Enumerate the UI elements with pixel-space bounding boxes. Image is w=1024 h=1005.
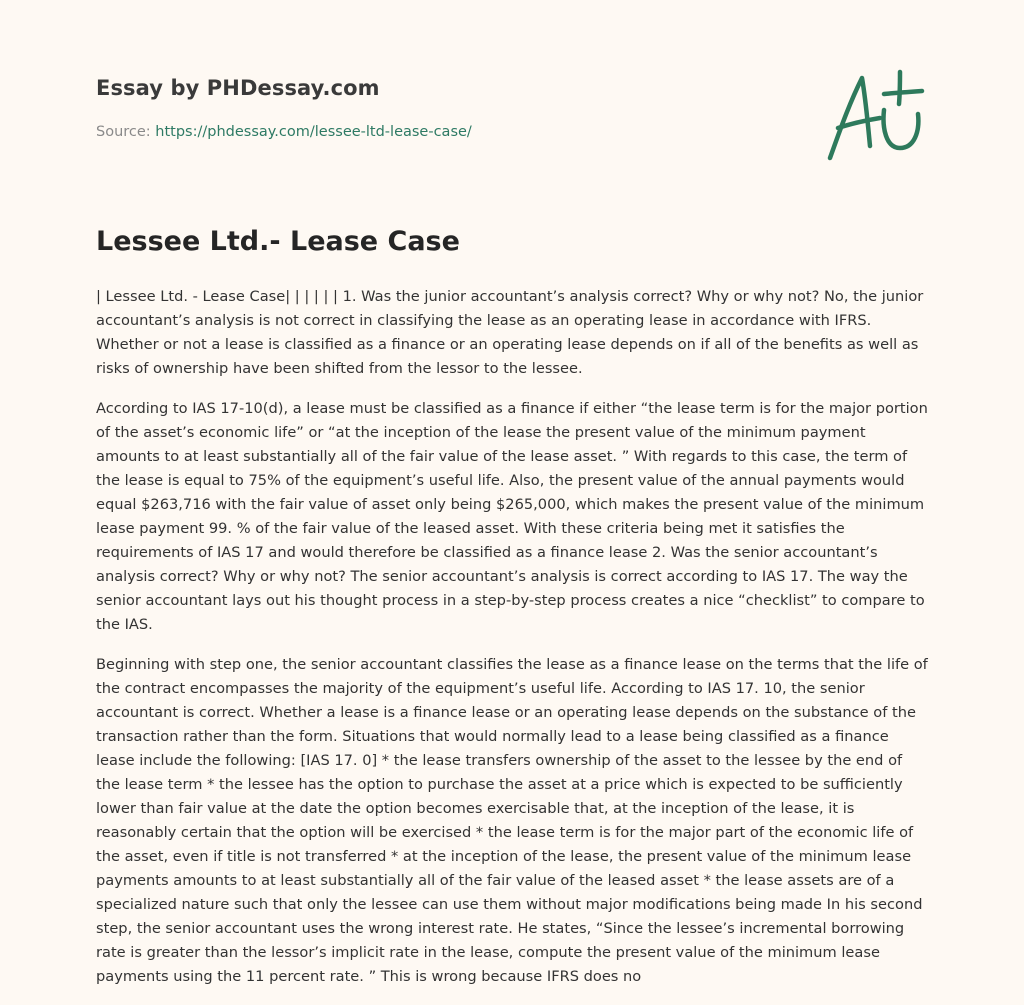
source-line xyxy=(96,124,472,140)
site-header xyxy=(96,76,696,100)
article-title: Lessee Ltd.- Lease Case xyxy=(96,226,460,257)
article-paragraph: | Lessee Ltd. - Lease Case| | | | | | 1. Was the junior accountant’s analysis correct? Why or why not? No, the junior accountant’s analysis is not correct in classifying the lease as an operating lease in accordance with IFRS. Whether or not a lease is classified as a finance or an operating lease depends on if all of the benefits as well as risks of ownership have been shifted from the lessor to the lessee. xyxy=(96,288,924,377)
article-paragraph: According to IAS 17-10(d), a lease must be classified as a finance if either “the lease term is for the major portion of the asset’s economic life” or “at the inception of the lease the present value of the minimum payment amounts to at least substantially all of the fair value of the lease asset. ” With regards to this case, the term of the lease is equal to 75% of the equipment’s useful life. Also, the present value of the annual payments would equal $263,716 with the fair value of asset only being $265,000, which makes the present value of the minimum lease payment 99. % of the fair value of the leased asset. With these criteria being met it satisfies the requirements of IAS 17 and would therefore be classified as a finance lease 2. Was the senior accountant’s analysis correct? Why or why not? The senior accountant’s analysis is correct according to IAS 17. The way the senior accountant lays out his thought process in a step-by-step process creates a nice “checklist” to compare to the IAS. xyxy=(96,400,928,633)
site-brand: Essay by PHDessay.com xyxy=(96,76,380,100)
a-plus-grade-icon xyxy=(822,66,930,166)
source-label: Source: xyxy=(96,124,151,140)
source-link[interactable]: https://phdessay.com/lessee-ltd-lease-case/ xyxy=(155,124,472,140)
article-body xyxy=(96,285,928,1005)
article-paragraph: Beginning with step one, the senior accountant classifies the lease as a finance lease on the terms that the life of the contract encompasses the majority of the equipment’s useful life. According to IAS 17. 10, the senior accountant is correct. Whether a lease is a finance lease or an operating lease depends on the substance of the transaction rather than the form. Situations that would normally lead to a lease being classified as a finance lease include the following: [IAS 17. 0] * the lease transfers ownership of the asset to the lessee by the end of the lease term * the lessee has the option to purchase the asset at a price which is expected to be sufficiently lower than fair value at the date the option becomes exercisable that, at the inception of the lease, it is reasonably certain that the option will be exercised * the lease term is for the major part of the economic life of the asset, even if title is not transferred * at the inception of the lease, the present value of the minimum lease payments amounts to at least substantially all of the fair value of the leased asset * the lease assets are of a specialized nature such that only the lessee can use them without major modifications being made In his second step, the senior accountant uses the wrong interest rate. He states, “Since the lessee’s incremental borrowing rate is greater than the lessor’s implicit rate in the lease, compute the present value of the minimum lease payments using the 11 percent rate. ” This is wrong because IFRS does no xyxy=(96,656,928,985)
